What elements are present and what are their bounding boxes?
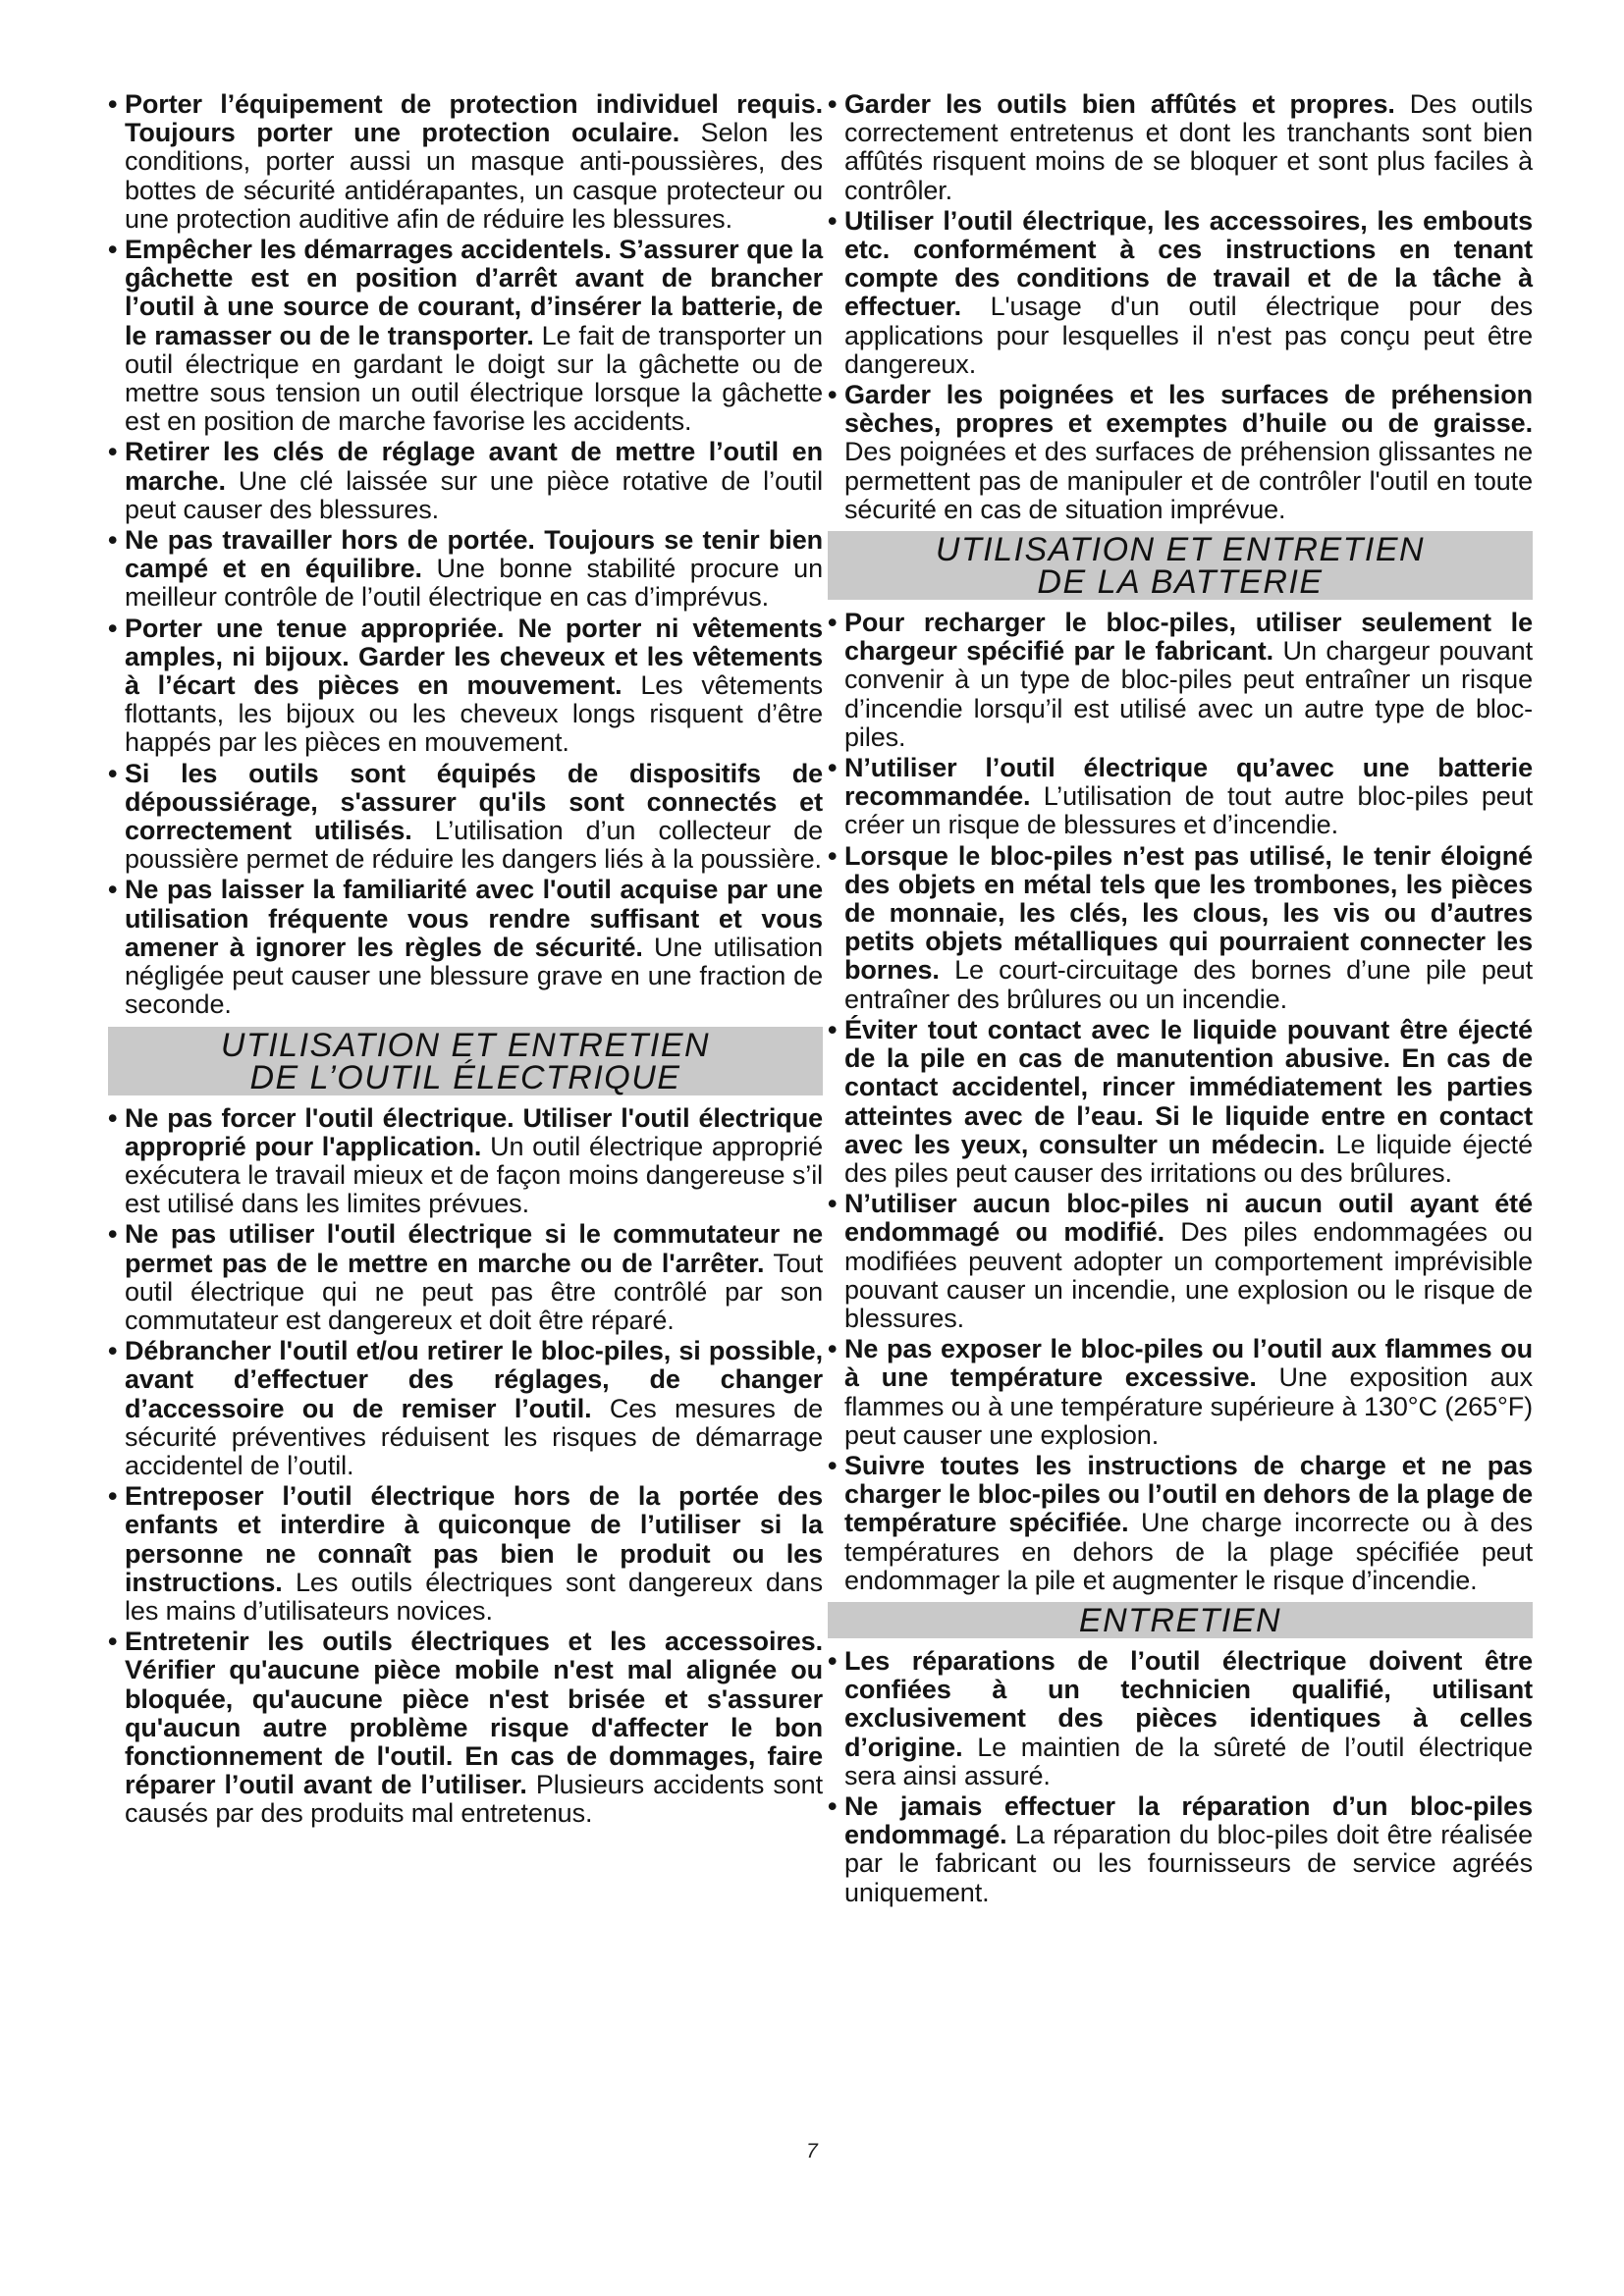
- instruction-text: La réparation du bloc-piles doit être réalisée par le fabricant ou les fournisseurs de service agréés uniquement.: [844, 1820, 1533, 1907]
- tool-care-list: [828, 90, 1533, 524]
- left-column: [108, 90, 823, 1831]
- instruction-heading: Utiliser l’outil électrique, les accessoires, les embouts etc. conformément à ces instructions en tenant compte des conditions de travail et de la tâche à effectuer.: [844, 205, 1533, 322]
- instruction-text: Une clé laissée sur une pièce rotative de l’outil peut causer des blessures.: [125, 465, 823, 524]
- safety-instruction: [108, 614, 823, 758]
- instruction-heading: Entreposer l’outil électrique hors de la portée des enfants et interdire à quiconque de l’utiliser si la personne ne connaît pas bien le produit ou les instructions.: [125, 1481, 823, 1597]
- safety-instruction: [828, 1335, 1533, 1450]
- safety-instruction: [108, 1628, 823, 1828]
- section-title-line: ENTRETIEN: [1078, 1601, 1282, 1639]
- safety-instruction: [828, 1190, 1533, 1333]
- safety-instruction: [108, 876, 823, 1019]
- instruction-text: L’utilisation d’un collecteur de poussière permet de réduire les dangers liés à la poussière.: [125, 816, 823, 875]
- safety-instruction: [108, 90, 823, 234]
- instruction-text: Une charge incorrecte ou à des températures en dehors de la plage spécifiée peut endommager la pile et augmenter le risque d’incendie.: [844, 1508, 1533, 1595]
- safety-instruction: [828, 90, 1533, 205]
- instruction-text: Un chargeur pouvant convenir à un type de bloc-piles peut entraîner un risque d’incendie lorsqu’il est utilisé avec un autre type de bloc-piles.: [844, 636, 1533, 752]
- safety-instruction: [828, 207, 1533, 379]
- page-number: 7: [806, 2140, 818, 2163]
- instruction-text: Le fait de transporter un outil électrique en gardant le doigt sur la gâchette ou de mettre sous tension un outil électrique lorsque la gâchette est en position de marche favorise les accidents.: [125, 320, 823, 437]
- safety-instruction: [828, 609, 1533, 752]
- section-title-line: UTILISATION ET ENTRETIEN: [220, 1026, 711, 1064]
- safety-instruction: [828, 1016, 1533, 1188]
- instruction-text: L’utilisation de tout autre bloc-piles peut créer un risque de blessures et d’incendie.: [844, 781, 1533, 840]
- instruction-heading: Ne pas utiliser l'outil électrique si le commutateur ne permet pas de le mettre en marche ou de l'arrêter.: [125, 1219, 823, 1278]
- instruction-text: Le maintien de la sûreté de l’outil électrique sera ainsi assuré.: [844, 1732, 1533, 1790]
- safety-instruction: [108, 438, 823, 524]
- power-tool-section-title: [108, 1027, 823, 1095]
- instruction-heading: Ne jamais effectuer la réparation d’un bloc-piles endommagé.: [844, 1790, 1533, 1850]
- instruction-text: Plusieurs accidents sont causés par des produits mal entretenus.: [125, 1770, 823, 1829]
- instruction-heading: Entretenir les outils électriques et les accessoires. Vérifier qu'aucune pièce mobile n'est mal alignée ou bloquée, qu'aucune pièce n'est brisée et s'assurer qu'aucun autre problème risque d'affecter le bon fonctionnement de l'outil. En cas de dommages, faire réparer l’outil avant de l’utiliser.: [125, 1627, 823, 1800]
- instruction-text: Le court-circuitage des bornes d’une pile peut entraîner des brûlures ou un incendie.: [844, 955, 1533, 1014]
- safety-instruction: [828, 381, 1533, 524]
- safety-instruction: [108, 760, 823, 875]
- safety-instruction: [108, 1482, 823, 1626]
- instruction-text: Le liquide éjecté des piles peut causer des irritations ou des brûlures.: [844, 1129, 1533, 1188]
- instruction-heading: Ne pas exposer le bloc-piles ou l’outil aux flammes ou à une température excessive.: [844, 1334, 1533, 1393]
- section-title-line: DE L’OUTIL ÉLECTRIQUE: [249, 1058, 681, 1096]
- instruction-heading: Si les outils sont équipés de dispositifs de dépoussiérage, s'assurer qu'ils sont connectés et correctement utilisés.: [125, 758, 823, 846]
- instruction-text: Les vêtements flottants, les bijoux ou les cheveux longs risquent d’être happés par les pièces en mouvement.: [125, 670, 823, 758]
- section-title-line: UTILISATION ET ENTRETIEN: [935, 531, 1426, 569]
- instruction-heading: Lorsque le bloc-piles n’est pas utilisé, le tenir éloigné des objets en métal tels que les trombones, les pièces de monnaie, les clés, les clous, les vis ou d’autres petits objets métalliques qui pourraient connecter les bornes.: [844, 840, 1533, 986]
- instruction-heading: Débrancher l'outil et/ou retirer le bloc-piles, si possible, avant d’effectuer des réglages, de changer d’accessoire ou de remiser l’outil.: [125, 1336, 823, 1423]
- instruction-heading: Éviter tout contact avec le liquide pouvant être éjecté de la pile en cas de manutention abusive. En cas de contact accidentel, rincer immédiatement les parties atteintes avec de l’eau. Si le liquide entre en contact avec les yeux, consulter un médecin.: [844, 1014, 1533, 1159]
- safety-instruction: [828, 1452, 1533, 1595]
- safety-instruction: [108, 1337, 823, 1480]
- instruction-heading: Garder les poignées et les surfaces de préhension sèches, propres et exemptes d’huile ou de graisse.: [844, 380, 1533, 439]
- instruction-text: L'usage d'un outil électrique pour des applications pour lesquelles il n'est pas conçu peut être dangereux.: [844, 292, 1533, 379]
- section-title-line: DE LA BATTERIE: [1037, 563, 1324, 602]
- safety-instruction: [108, 1104, 823, 1219]
- safety-instruction: [828, 842, 1533, 1014]
- instruction-heading: N’utiliser l’outil électrique qu’avec une batterie recommandée.: [844, 753, 1533, 812]
- instruction-heading: Les réparations de l’outil électrique doivent être confiées à un technicien qualifié, utilisant exclusivement des pièces identiques à celles d’origine.: [844, 1645, 1533, 1762]
- instruction-text: Des outils correctement entretenus et dont les tranchants sont bien affûtés risquent moins de se bloquer et sont plus faciles à contrôler.: [844, 89, 1533, 205]
- safety-instruction: [828, 754, 1533, 840]
- instruction-heading: Empêcher les démarrages accidentels. S’assurer que la gâchette est en position d’arrêt avant de brancher l’outil à une source de courant, d’insérer la batterie, de le ramasser ou de le transporter.: [125, 235, 823, 350]
- battery-list: [828, 609, 1533, 1595]
- instruction-heading: Porter l’équipement de protection individuel requis. Toujours porter une protection oculaire.: [125, 89, 823, 148]
- instruction-heading: Pour recharger le bloc-piles, utiliser seulement le chargeur spécifié par le fabricant.: [844, 608, 1533, 667]
- instruction-heading: Suivre toutes les instructions de charge et ne pas charger le bloc-piles ou l’outil en dehors de la plage de température spécifiée.: [844, 1450, 1533, 1538]
- maintenance-section-title: [828, 1602, 1533, 1638]
- instruction-text: Un outil électrique approprié exécutera le travail mieux et de façon moins dangereuse s’il est utilisé dans les limites prévues.: [125, 1131, 823, 1219]
- right-column: [828, 90, 1533, 1909]
- instruction-text: Des piles endommagées ou modifiées peuvent adopter un comportement imprévisible pouvant causer un incendie, une explosion ou le risque de blessures.: [844, 1217, 1533, 1333]
- instruction-text: Ces mesures de sécurité préventives réduisent les risques de démarrage accidentel de l’outil.: [125, 1393, 823, 1480]
- battery-section-title: [828, 531, 1533, 600]
- instruction-text: Une bonne stabilité procure un meilleur contrôle de l’outil électrique en cas d’imprévus.: [125, 554, 823, 613]
- safety-instruction: [108, 1220, 823, 1335]
- instruction-text: Des poignées et des surfaces de préhension glissantes ne permettent pas de manipuler et de contrôler l'outil en toute sécurité en cas de situation imprévue.: [844, 437, 1533, 524]
- instruction-heading: Porter une tenue appropriée. Ne porter ni vêtements amples, ni bijoux. Garder les cheveux et les vêtements à l’écart des pièces en mouvement.: [125, 613, 823, 701]
- instruction-heading: N’utiliser aucun bloc-piles ni aucun outil ayant été endommagé ou modifié.: [844, 1189, 1533, 1248]
- power-tool-use-list: [108, 1104, 823, 1829]
- instruction-text: Les outils électriques sont dangereux dans les mains d’utilisateurs novices.: [125, 1567, 823, 1626]
- maintenance-list: [828, 1647, 1533, 1907]
- safety-instruction: [108, 236, 823, 436]
- safety-instruction: [108, 526, 823, 613]
- instruction-heading: Ne pas travailler hors de portée. Toujours se tenir bien campé et en équilibre.: [125, 525, 823, 584]
- instruction-text: Une utilisation négligée peut causer une blessure grave en une fraction de seconde.: [125, 932, 823, 1020]
- instruction-text: Une exposition aux flammes ou à une température supérieure à 130°C (265°F) peut causer une explosion.: [844, 1362, 1533, 1450]
- instruction-heading: Ne pas laisser la familiarité avec l'outil acquise par une utilisation fréquente vous rendre suffisant et vous amener à ignorer les règles de sécurité.: [125, 875, 823, 962]
- instruction-text: Selon les conditions, porter aussi un masque anti-poussières, des bottes de sécurité antidérapantes, un casque protecteur ou une protection auditive afin de réduire les blessures.: [125, 118, 823, 234]
- instruction-heading: Garder les outils bien affûtés et propres.: [844, 89, 1395, 119]
- general-safety-list: [108, 90, 823, 1020]
- instruction-heading: Retirer les clés de réglage avant de mettre l’outil en marche.: [125, 437, 823, 496]
- safety-instruction: [828, 1647, 1533, 1790]
- safety-instruction: [828, 1792, 1533, 1907]
- instruction-heading: Ne pas forcer l'outil électrique. Utiliser l'outil électrique approprié pour l'application.: [125, 1102, 823, 1161]
- instruction-text: Tout outil électrique qui ne peut pas être contrôlé par son commutateur est dangereux et doit être réparé.: [125, 1248, 823, 1335]
